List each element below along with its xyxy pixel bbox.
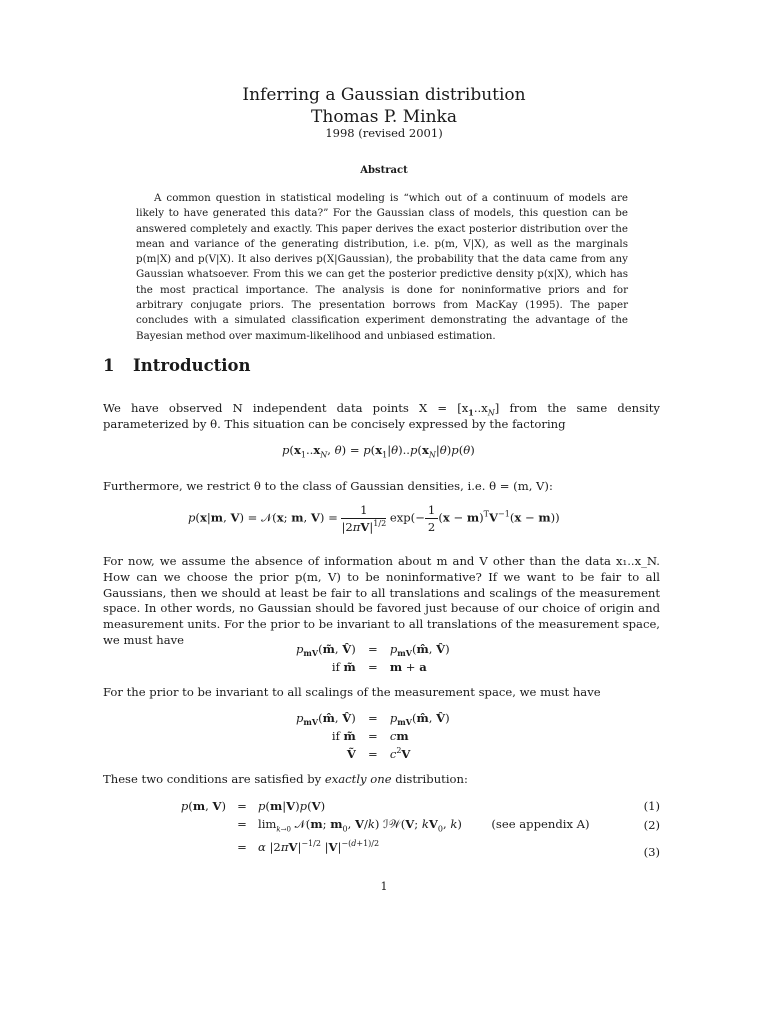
abstract-text: A common question in statistical modeling is “which out of a continuum of models are likely to have generated this data?” For the Gaussian class of models, this question can be answered completely and exactly. This paper derives the exact posterior distribution over the mean and variance of the generating distribution, i.e. p(m, V|X), as well as the marginals p(m|X) and p(V|X). It also derives p(X|Gaussian), the probability that the data came from any Gaussian whatsoever. From this we can get the posterior predictive density p(x|X), which has the most practical importance. The analysis is done for noninformative priors and for arbitrary conjugate priors. The presentation borrows from MacKay (1995). The paper concludes with a simulated classification experiment demonstrating the advantage of the Bayesian method over maximum-likelihood and unbiased estimation. (136, 192, 628, 342)
equation-translation: $p_{mV}(m̃$, V̂) = $p_{mV}(m̂$, V̂) if m̃ = m + a (296, 642, 450, 674)
equation-number-3: (3) (643, 845, 660, 859)
equation-scaling: $p_{mV}(m̂$, V̂) = $p_{mV}(m̂$, V̂) if m̃ = cm Ṽ = $c^2V$ (296, 711, 450, 761)
equation-factoring: $p(x_1..x_N$, $\theta) = p(x_1|\theta)..p(x_N|\theta)p(\theta)$ (282, 443, 475, 460)
paragraph-1: We have observed N independent data points $X = [x_1..x_N]$ from the same density parameterized by θ. This situation can be concisely expressed by the factoring (103, 401, 660, 431)
paragraph-5: These two conditions are satisfied by exactly one distribution: (103, 772, 468, 786)
equation-prior: p(m, V) = p(m|V)p(V) = $\lim_{k\to 0}$ 𝒩(m; $m_0$, V/k) ℐ𝒲(V; $kV_0$, k) (see appendix A) = α $|2\pi V|^{-1/2}$ $|V|^{-(d+1)/2}$ (180, 799, 590, 854)
paragraph-3: For now, we assume the absence of information about m and V other than the data x₁..x_N. How can we choose the prior p(m, V) to be noninformative? If we want to be fair to all Gaussians, then we should at least be fair to all translations and scalings of the measurement space. In other words, no Gaussian should be favored just because of our choice of origin and measurement units. For the prior to be invariant to all translations of the measurement space, we must have (103, 554, 660, 647)
equation-number-1: (1) (643, 799, 660, 813)
section-title: Introduction (133, 356, 251, 375)
equation-gaussian: p(x|m, V) = 𝒩(x; m, V) = $\frac{1}{|2\pi V|^{1/2}}$ exp(− $\frac{1}{2}$ $(x - m)^TV^{-1}(x - m)$) (188, 503, 560, 534)
paper-title: Inferring a Gaussian distribution (242, 85, 526, 105)
appendix-note: (see appendix A) (491, 816, 590, 831)
paragraph-2: Furthermore, we restrict θ to the class of Gaussian densities, i.e. θ = (m, V): (103, 479, 553, 493)
paper-author: Thomas P. Minka (311, 107, 457, 127)
section-heading (103, 356, 251, 375)
section-number: 1 (103, 356, 115, 375)
equation-number-2: (2) (643, 818, 660, 832)
paragraph-4: For the prior to be invariant to all scalings of the measurement space, we must have (103, 685, 601, 699)
page-number: 1 (380, 880, 388, 893)
paper-date: 1998 (revised 2001) (325, 126, 443, 140)
abstract-heading: Abstract (360, 165, 408, 176)
